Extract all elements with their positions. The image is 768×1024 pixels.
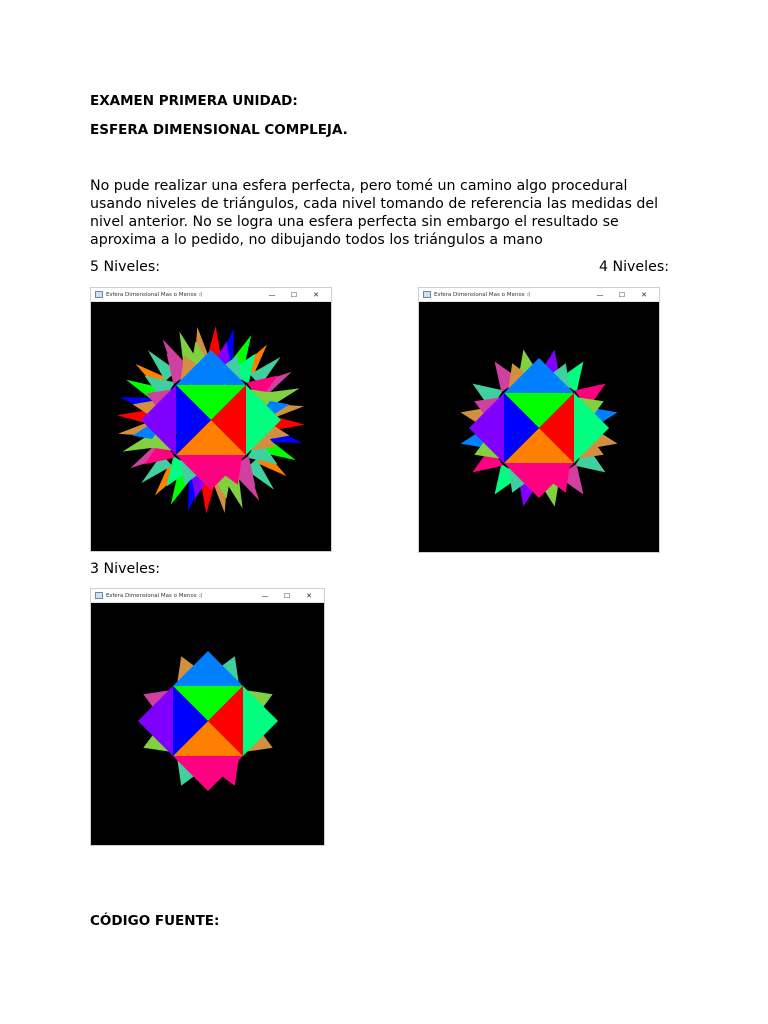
window-3-niveles	[90, 588, 325, 846]
close-icon[interactable]: ✕	[313, 290, 319, 299]
source-code-heading: CÓDIGO FUENTE:	[90, 913, 220, 929]
maximize-icon[interactable]: ☐	[283, 591, 291, 600]
window-titlebar	[91, 589, 324, 603]
minimize-icon[interactable]: —	[261, 591, 269, 600]
sphere-canvas-5	[91, 302, 331, 551]
sphere-canvas-4	[419, 302, 659, 552]
maximize-icon[interactable]: ☐	[618, 290, 626, 299]
maximize-icon[interactable]: ☐	[290, 290, 298, 299]
app-icon	[95, 592, 103, 599]
window-titlebar	[91, 288, 331, 302]
page-subheading: ESFERA DIMENSIONAL COMPLEJA.	[90, 122, 348, 138]
description-paragraph: No pude realizar una esfera perfecta, pero tomé un camino algo procedural usando niveles de triángulos, cada nivel tomando de referencia las medidas del nivel anterior. No se logra una esfera perfecta sin embargo el resultado se aproxima a lo pedido, no dibujando todos los triángulos a mano	[90, 178, 659, 248]
close-icon[interactable]: ✕	[641, 290, 647, 299]
app-icon	[95, 291, 103, 298]
window-title: Esfera Dimensional Mas o Menos :(	[106, 592, 203, 599]
label-5-niveles: 5 Niveles:	[90, 259, 161, 275]
minimize-icon[interactable]: —	[268, 290, 276, 299]
sphere-canvas-3	[91, 603, 324, 845]
window-title: Esfera Dimensional Mas o Menos :(	[434, 291, 531, 298]
window-5-niveles	[90, 287, 332, 552]
app-icon	[423, 291, 431, 298]
minimize-icon[interactable]: —	[596, 290, 604, 299]
window-titlebar	[419, 288, 659, 302]
page-heading: EXAMEN PRIMERA UNIDAD:	[90, 93, 298, 109]
label-3-niveles: 3 Niveles:	[90, 561, 161, 577]
label-4-niveles: 4 Niveles:	[598, 259, 669, 275]
window-title: Esfera Dimensional Mas o Menos :(	[106, 291, 203, 298]
window-4-niveles	[418, 287, 660, 553]
close-icon[interactable]: ✕	[306, 591, 312, 600]
